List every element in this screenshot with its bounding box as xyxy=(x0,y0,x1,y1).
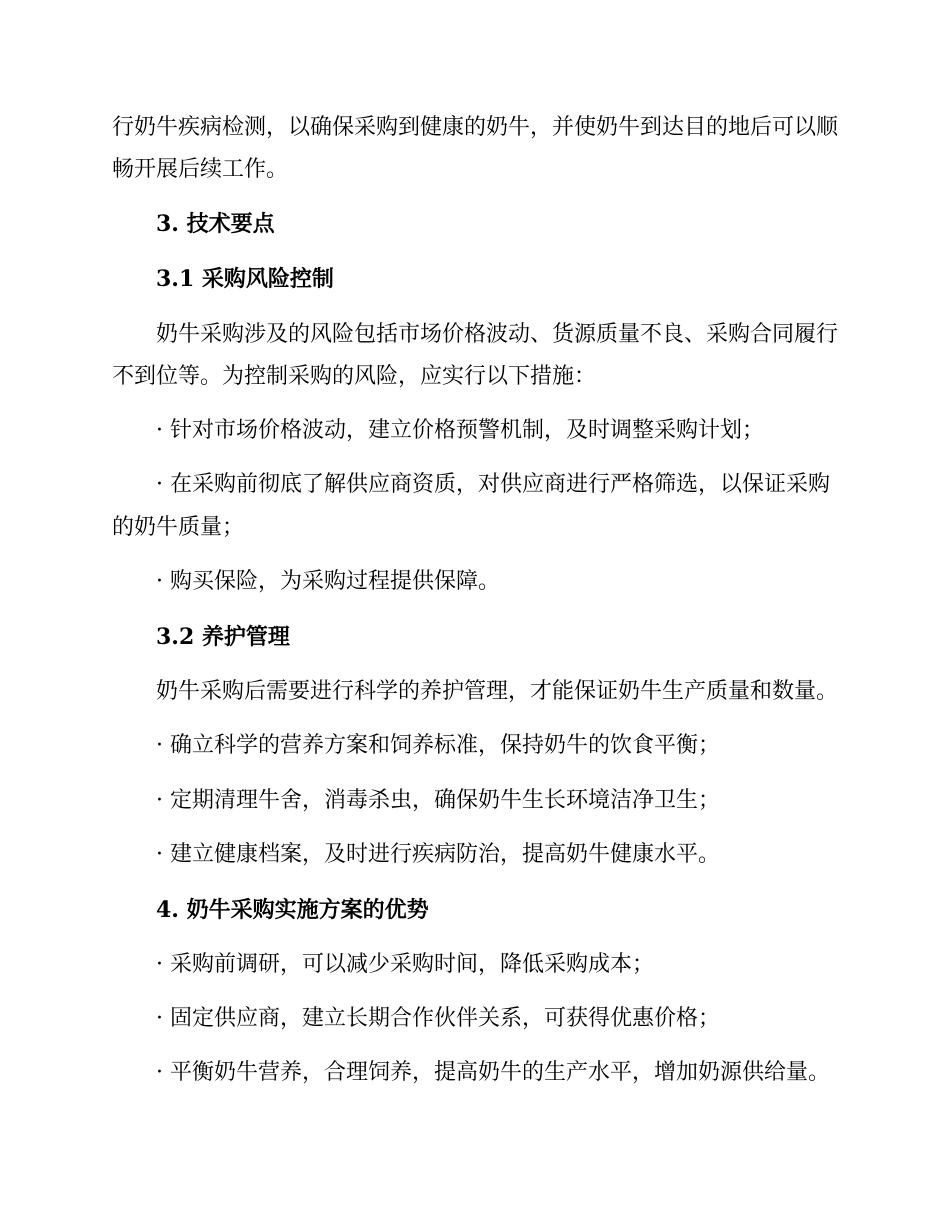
bullet-item: · 确立科学的营养方案和饲养标准，保持奶牛的饮食平衡； xyxy=(156,733,720,758)
paragraph-line: 奶牛采购涉及的风险包括市场价格波动、货源质量不良、采购合同履行 xyxy=(156,322,839,347)
section-heading-3: 3. 技术要点 xyxy=(156,211,275,237)
subsection-heading-3-1: 3.1 采购风险控制 xyxy=(156,266,334,292)
paragraph-line: 奶牛采购后需要进行科学的养护管理，才能保证奶牛生产质量和数量。 xyxy=(156,679,839,704)
section-heading-4: 4. 奶牛采购实施方案的优势 xyxy=(156,897,429,923)
intro-paragraph-line: 畅开展后续工作。 xyxy=(112,157,289,182)
bullet-item-continuation: 的奶牛质量； xyxy=(112,515,245,540)
bullet-item: · 平衡奶牛营养，合理饲养，提高奶牛的生产水平，增加奶源供给量。 xyxy=(156,1060,830,1085)
bullet-item: · 定期清理牛舍，消毒杀虫，确保奶牛生长环境洁净卫生； xyxy=(156,788,720,813)
bullet-item: · 采购前调研，可以减少采购时间，降低采购成本； xyxy=(156,952,654,977)
bullet-item: · 购买保险，为采购过程提供保障。 xyxy=(156,569,500,594)
bullet-item: · 建立健康档案，及时进行疾病防治，提高奶牛健康水平。 xyxy=(156,842,720,867)
bullet-item: · 固定供应商，建立长期合作伙伴关系，可获得优惠价格； xyxy=(156,1006,720,1031)
paragraph-line: 不到位等。为控制采购的风险，应实行以下措施： xyxy=(112,364,597,389)
bullet-item: · 针对市场价格波动，建立价格预警机制，及时调整采购计划； xyxy=(156,418,764,443)
intro-paragraph-line: 行奶牛疾病检测，以确保采购到健康的奶牛，并使奶牛到达目的地后可以顺 xyxy=(112,115,839,140)
bullet-item: · 在采购前彻底了解供应商资质，对供应商进行严格筛选，以保证采购 xyxy=(156,472,830,497)
subsection-heading-3-2: 3.2 养护管理 xyxy=(156,624,290,650)
